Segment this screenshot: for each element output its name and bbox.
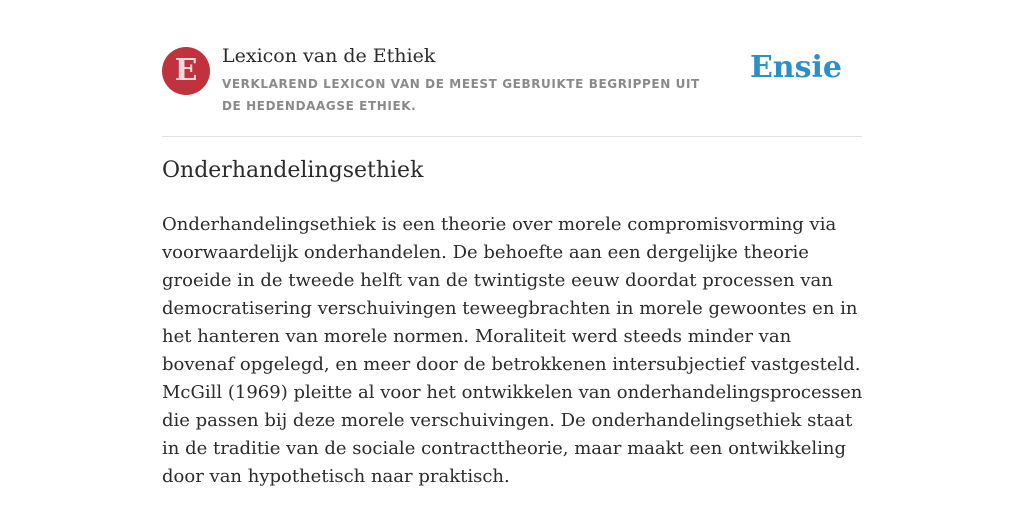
article-body: Onderhandelingsethiek is een theorie over morele compromisvorming via voorwaardelijk onderhandelen. De behoefte aan een dergelijke theorie groeide in de tweede helft van de twintigste eeuw doordat processen van democratisering verschuivingen teweegbrachten in morele gewoontes en in het hanteren van morele normen. Moraliteit werd steeds minder van bovenaf opgelegd, en meer door de betrokkenen intersubjectief vastgesteld. McGill (1969) pleitte al voor het ontwikkelen van onderhandelingsprocessen die passen bij deze morele verschuivingen. De onderhandelingsethiek staat in de traditie van de sociale contracttheorie, maar maakt een ontwikkeling door van hypothetisch naar praktisch. [162, 214, 863, 487]
lexicon-logo[interactable]: E [162, 47, 210, 95]
ensie-brand-logo[interactable]: Ensie [749, 50, 842, 85]
lexicon-subtitle: VERKLAREND LEXICON VAN DE MEEST GEBRUIKTE BEGRIPPEN UIT DE HEDENDAAGSE ETHIEK. [222, 77, 700, 113]
article-title: Onderhandelingsethiek [162, 158, 424, 183]
lexicon-title[interactable]: Lexicon van de Ethiek [222, 45, 436, 67]
header [162, 0, 862, 137]
